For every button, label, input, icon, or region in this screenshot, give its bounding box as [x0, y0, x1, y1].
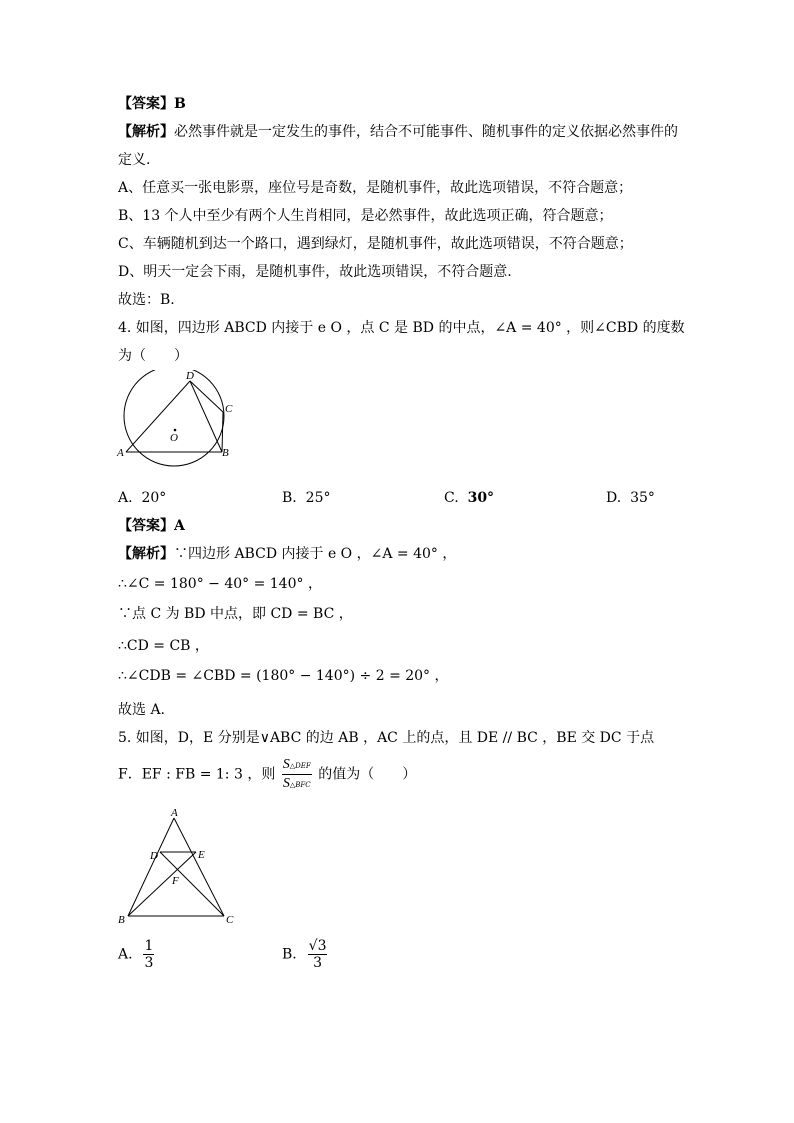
- segment-ad: [126, 381, 190, 452]
- q4-answer: 【答案】A: [118, 518, 185, 534]
- label-a: A: [171, 807, 178, 819]
- center-point: [174, 429, 177, 432]
- q5-stem-2: F．EF : FB = 1: 3 ，则 $\frac{\text{S△DEF}}{\text{S△BFC}}$ 的值为（ ）: [118, 757, 417, 791]
- q3-line-c: C、车辆随机到达一个路口，遇到绿灯，是随机事件，故此选项错误，不符合题意；: [118, 236, 633, 252]
- q3-answer: 【答案】B: [118, 96, 186, 112]
- q5-stem-1: 5. 如图，D，E 分别是∨ABC 的边 AB ，AC 上的点，且 DE // BC ，BE 交 DC 于点: [118, 730, 655, 746]
- label-b: B: [118, 914, 125, 926]
- q4-analysis-2: ∴∠C = 180° − 40° = 140° ，: [118, 576, 322, 592]
- q4-option-d: D. 35°: [606, 490, 655, 506]
- q3-conclusion: 故选：B.: [118, 292, 175, 308]
- q5-triangle-figure: [114, 806, 244, 928]
- segment-be: [128, 852, 196, 916]
- area-ratio-fraction: $\frac{\text{S△DEF}}{\text{S△BFC}}$: [282, 757, 311, 791]
- label-c: C: [225, 403, 233, 415]
- q4-stem-1: 4. 如图，四边形 ABCD 内接于 e O ，点 C 是 BD 的中点，∠A = 40° ，则∠CBD 的度数: [118, 320, 685, 336]
- label-b: B: [222, 447, 229, 459]
- q3-line-a: A、任意买一张电影票，座位号是奇数，是随机事件，故此选项错误，不符合题意；: [118, 180, 633, 196]
- segment-dc: [190, 381, 223, 412]
- label-o: O: [170, 432, 178, 444]
- label-a: A: [117, 447, 124, 459]
- q4-conclusion: 故选 A.: [118, 702, 166, 718]
- label-d: D: [186, 370, 194, 382]
- q4-analysis-1: 【解析】∵四边形 ABCD 内接于 e O ，∠A = 40° ，: [118, 546, 457, 562]
- q4-option-b: B. 25°: [282, 490, 331, 506]
- label-e: E: [198, 849, 205, 861]
- q4-option-c: C. 30°: [444, 490, 495, 506]
- q3-line-d: D、明天一定会下雨，是随机事件，故此选项错误，不符合题意.: [118, 264, 512, 280]
- q4-analysis-3: ∵点 C 为 BD 中点，即 CD = BC ，: [118, 606, 353, 622]
- label-d: D: [150, 850, 158, 862]
- q3-analysis-2: 定义.: [118, 152, 151, 168]
- q5-option-a: A. $\frac{1}{3}$: [118, 938, 154, 971]
- q4-option-a: A. 20°: [118, 490, 167, 506]
- q4-analysis-4: ∴CD = CB ，: [118, 638, 209, 654]
- segment-cb: [222, 412, 223, 452]
- label-f: F: [172, 875, 179, 887]
- q4-analysis-5: ∴∠CDB = ∠CBD = (180° − 140°) ÷ 2 = 20° ，: [118, 668, 449, 684]
- segment-ab: [128, 818, 174, 916]
- q3-analysis-1: 【解析】必然事件就是一定发生的事件，结合不可能事件、随机事件的定义依据必然事件的: [118, 124, 678, 140]
- segment-dc: [160, 852, 224, 916]
- q3-line-b: B、13 个人中至少有两个人生肖相同，是必然事件，故此选项正确，符合题意；: [118, 208, 613, 224]
- label-c: C: [226, 914, 234, 926]
- q5-option-b: B. $\frac{√3}{3}$: [282, 938, 327, 971]
- segment-ac: [174, 818, 224, 916]
- q4-stem-2: 为（ ）: [118, 348, 188, 364]
- q4-circle-figure: [114, 370, 240, 468]
